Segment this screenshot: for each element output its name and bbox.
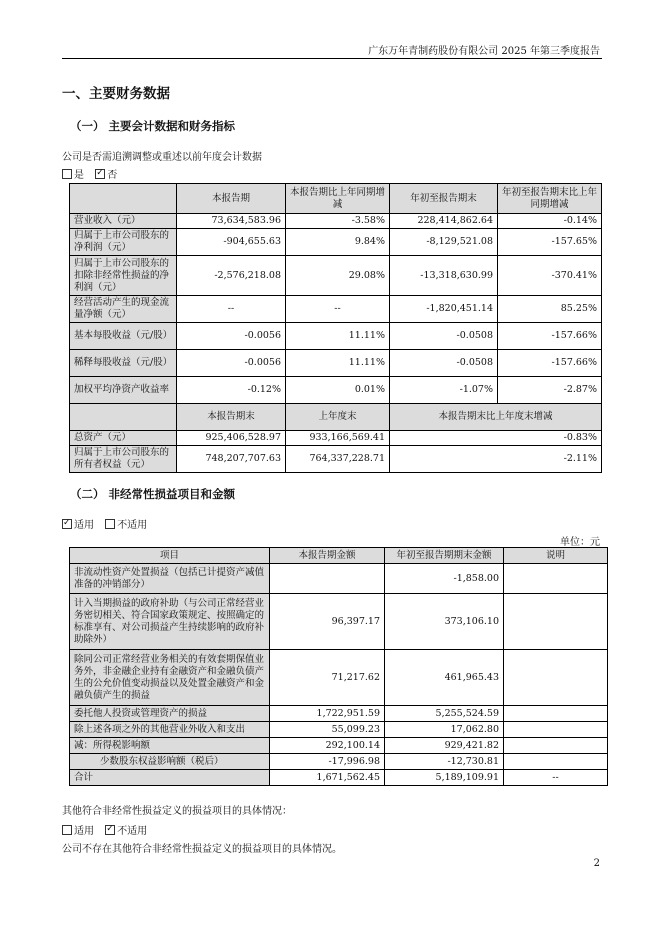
table1-header-row [70,184,602,214]
cell: 292,100.14 [270,738,385,754]
cell: -- [177,296,286,323]
page-number: 2 [593,858,600,869]
table1-header-ytd-yoy: 年初至报告期末比上年同期增减 [498,184,602,214]
cell: -2.11% [390,446,602,473]
option-no[interactable] [95,170,117,181]
table-row [70,770,608,786]
restatement-question: 公司是否需追溯调整或重述以前年度会计数据 [62,152,262,163]
cell [504,564,608,594]
table-row [70,650,608,706]
cell: 0.01% [286,377,390,404]
page-header: 广东万年青制药股份有限公司 2025 年第三季度报告 [368,46,600,57]
checkbox-no-checked[interactable] [95,169,105,179]
cell: 29.08% [286,256,390,296]
cell: 73,634,583.96 [177,214,286,229]
checkbox-apply-checked[interactable] [62,519,72,529]
cell [504,738,608,754]
cell: 71,217.62 [270,650,385,706]
cell: -3.58% [286,214,390,229]
cell: -- [504,770,608,786]
table-row [70,446,602,473]
cell: -1.07% [390,377,498,404]
cell [504,594,608,650]
option-na-2[interactable] [105,826,147,837]
table1-header-row-2 [70,404,602,431]
table1-header2-prior-year-end: 上年度末 [286,404,390,431]
option-na-2-label: 不适用 [117,826,148,837]
cell: 228,414,862.64 [390,214,498,229]
key-financial-data-table [69,183,602,473]
checkbox-na-2-checked[interactable] [105,825,115,835]
table-row [70,296,602,323]
option-apply-label: 适用 [74,520,94,531]
cell [504,722,608,738]
row-label: 非流动性资产处置损益（包括已计提资产减值准备的冲销部分） [70,564,270,594]
option-yes-label: 是 [74,170,84,181]
table2-header-item: 项目 [70,548,270,564]
cell: -12,730.81 [385,754,504,770]
row-label: 基本每股收益（元/股） [70,323,177,350]
table-row [70,256,602,296]
row-label: 加权平均净资产收益率 [70,377,177,404]
cell: -0.0508 [390,350,498,377]
table1-header-blank [70,184,177,214]
row-label: 计入当期损益的政府补助（与公司正常经营业务密切相关、符合国家政策规定、按照确定的标准享有、对公司损益产生持续影响的政府补助除外） [70,594,270,650]
table-row [70,377,602,404]
cell: -2,576,218.08 [177,256,286,296]
cell: -157.65% [498,229,602,256]
cell: 85.25% [498,296,602,323]
table-row [70,350,602,377]
cell: -13,318,630.99 [390,256,498,296]
cell [270,564,385,594]
table-row [70,564,608,594]
row-label: 归属于上市公司股东的净利润（元） [70,229,177,256]
cell: 55,099.23 [270,722,385,738]
table-row [70,738,608,754]
cell: -0.14% [498,214,602,229]
cell: 933,166,569.41 [286,431,390,446]
cell: -0.0056 [177,323,286,350]
subsection-title-2: （二） 非经常性损益项目和金额 [70,487,236,501]
cell: 1,671,562.45 [270,770,385,786]
table1-header2-change: 本报告期末比上年度末增减 [390,404,602,431]
table1-header-current-yoy: 本报告期比上年同期增减 [286,184,390,214]
option-no-label: 否 [107,170,118,181]
table-row [70,594,608,650]
applicability-options [62,516,155,531]
cell: 748,207,707.63 [177,446,286,473]
row-label: 稀释每股收益（元/股） [70,350,177,377]
cell: 925,406,528.97 [177,431,286,446]
table-row [70,323,602,350]
option-apply-2[interactable] [62,826,94,837]
cell: -157.66% [498,350,602,377]
checkbox-apply-2[interactable] [62,825,72,835]
table1-header2-period-end: 本报告期末 [177,404,286,431]
table-row [70,722,608,738]
restatement-options [62,166,125,181]
cell: 461,965.43 [385,650,504,706]
option-yes[interactable] [62,170,84,181]
option-na-label: 不适用 [117,520,148,531]
row-label: 除同公司正常经营业务相关的有效套期保值业务外，非金融企业持有金融资产和金融负债产生的公允价值变动损益以及处置金融资产和金融负债产生的损益 [70,650,270,706]
row-label: 归属于上市公司股东的所有者权益（元） [70,446,177,473]
table1-header-current: 本报告期 [177,184,286,214]
table2-header-row [70,548,608,564]
cell: 11.11% [286,323,390,350]
cell: 764,337,228.71 [286,446,390,473]
table-row [70,754,608,770]
table-row [70,214,602,229]
cell [504,754,608,770]
row-label: 营业收入（元） [70,214,177,229]
cell: 96,397.17 [270,594,385,650]
table2-header-ytd: 年初至报告期期末金额 [385,548,504,564]
cell: 1,722,951.59 [270,706,385,722]
no-other-items-statement: 公司不存在其他符合非经常性损益定义的损益项目的具体情况。 [62,844,342,855]
table2-header-current: 本报告期金额 [270,548,385,564]
cell: -17,996.98 [270,754,385,770]
option-na[interactable] [105,520,147,531]
option-apply[interactable] [62,520,94,531]
row-label: 总资产（元） [70,431,177,446]
subsection-title-1: （一） 主要会计数据和财务指标 [70,119,236,133]
checkbox-na[interactable] [105,519,115,529]
cell: -370.41% [498,256,602,296]
section-title: 一、主要财务数据 [62,86,170,102]
table-row [70,706,608,722]
other-items-options [62,822,155,837]
cell [504,650,608,706]
cell: 5,189,109.91 [385,770,504,786]
cell: -157.66% [498,323,602,350]
cell: -1,858.00 [385,564,504,594]
checkbox-yes[interactable] [62,169,72,179]
row-label: 经营活动产生的现金流量净额（元） [70,296,177,323]
row-label: 委托他人投资或管理资产的损益 [70,706,270,722]
cell: 11.11% [286,350,390,377]
cell: 5,255,524.59 [385,706,504,722]
cell: -0.83% [390,431,602,446]
table1-header-ytd: 年初至报告期末 [390,184,498,214]
cell: 17,062.80 [385,722,504,738]
cell: -- [286,296,390,323]
cell: -0.0508 [390,323,498,350]
other-items-question: 其他符合非经常性损益定义的损益项目的具体情况： [62,806,292,817]
cell: -2.87% [498,377,602,404]
unit-label: 单位：元 [560,537,600,548]
row-label: 除上述各项之外的其他营业外收入和支出 [70,722,270,738]
cell: 929,421.82 [385,738,504,754]
table1-header2-blank [70,404,177,431]
cell: 9.84% [286,229,390,256]
cell: -904,655.63 [177,229,286,256]
row-label: 减：所得税影响额 [70,738,270,754]
header-rule [62,58,602,59]
table-row [70,431,602,446]
cell: 373,106.10 [385,594,504,650]
row-label: 少数股东权益影响额（税后） [70,754,270,770]
cell: -0.0056 [177,350,286,377]
cell: -0.12% [177,377,286,404]
table-row [70,229,602,256]
table2-header-note: 说明 [504,548,608,564]
row-label: 合计 [70,770,270,786]
option-apply-2-label: 适用 [74,826,94,837]
non-recurring-items-table [69,547,608,786]
cell [504,706,608,722]
row-label: 归属于上市公司股东的扣除非经常性损益的净利润（元） [70,256,177,296]
cell: -8,129,521.08 [390,229,498,256]
cell: -1,820,451.14 [390,296,498,323]
